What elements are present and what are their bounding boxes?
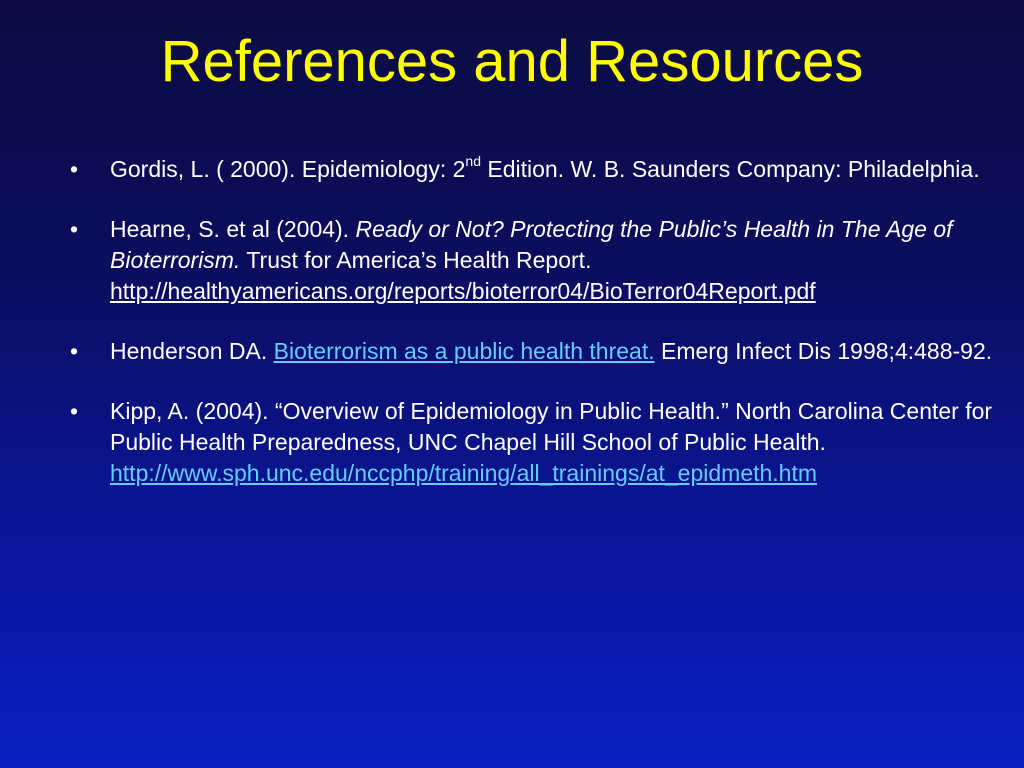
reference-text: Hearne, S. et al (2004).	[110, 216, 356, 242]
bullet: •	[70, 156, 79, 182]
superscript: nd	[465, 153, 481, 170]
reference-item-hearne	[70, 214, 1000, 307]
reference-item-kipp	[70, 396, 1000, 489]
reference-text: Trust for America’s Health Report.	[240, 247, 592, 273]
reference-text: Gordis, L. ( 2000). Epidemiology: 2	[110, 156, 466, 182]
reference-title: Ready or Not? Protecting the Public’s Health in The Age of Bioterrorism.	[110, 216, 953, 273]
report-link[interactable]: http://healthyamericans.org/reports/bioterror04/BioTerror04Report.pdf	[110, 278, 816, 304]
reference-text: Kipp, A. (2004). “Overview of Epidemiology in Public Health.” North Carolina Center for Public Health Preparedness, UNC Chapel Hill School of Public Health.	[110, 398, 993, 455]
bullet: •	[70, 398, 79, 424]
reference-text: Emerg Infect Dis 1998;4:488-92.	[654, 338, 993, 364]
training-link[interactable]: http://www.sph.unc.edu/nccphp/training/all_trainings/at_epidmeth.htm	[110, 460, 818, 486]
reference-item-henderson	[70, 337, 1000, 366]
reference-text: Henderson DA.	[110, 338, 274, 364]
reference-item-gordis	[70, 155, 1000, 184]
bullet: •	[70, 338, 79, 364]
slide-title: References and Resources	[160, 29, 864, 94]
article-link[interactable]: Bioterrorism as a public health threat.	[273, 338, 655, 364]
reference-list	[70, 155, 1000, 519]
reference-text: Edition. W. B. Saunders Company: Philadelphia.	[480, 156, 980, 182]
bullet: •	[70, 216, 79, 242]
